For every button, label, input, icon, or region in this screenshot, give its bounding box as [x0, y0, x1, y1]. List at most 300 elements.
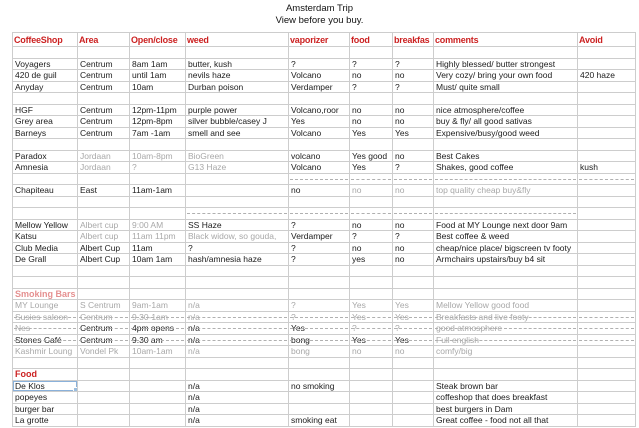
cell[interactable]: ? [289, 300, 350, 312]
cell[interactable] [578, 311, 636, 323]
cell[interactable]: bong [289, 346, 350, 358]
cell[interactable] [578, 300, 636, 312]
selected-cell[interactable]: De Klos [13, 380, 78, 392]
cell[interactable]: smoking eat [289, 415, 350, 427]
cell[interactable]: Paradox [13, 150, 78, 162]
cell[interactable]: Great coffee - food not all that [434, 415, 578, 427]
cell[interactable] [289, 173, 350, 185]
cell[interactable]: G13 Haze [186, 162, 289, 174]
cell[interactable]: Yes [350, 162, 393, 174]
column-header-comments[interactable]: comments [434, 33, 578, 47]
cell[interactable] [78, 93, 130, 105]
cell[interactable] [78, 288, 130, 300]
cell[interactable]: nice atmosphere/coffee [434, 104, 578, 116]
cell[interactable]: 11am-1am [130, 185, 186, 197]
cell[interactable] [78, 392, 130, 404]
cell[interactable]: East [78, 185, 130, 197]
cell[interactable] [186, 357, 289, 369]
cell[interactable] [350, 173, 393, 185]
cell[interactable]: ? [289, 242, 350, 254]
cell[interactable]: MY Lounge [13, 300, 78, 312]
cell[interactable] [289, 196, 350, 208]
cell[interactable]: 11am 11pm [130, 231, 186, 243]
cell[interactable]: Black widow, so gouda, [186, 231, 289, 243]
cell[interactable] [578, 150, 636, 162]
cell[interactable]: Shakes, good coffee [434, 162, 578, 174]
cell[interactable]: Yes [393, 311, 434, 323]
cell[interactable]: Armchairs upstairs/buy b4 sit [434, 254, 578, 266]
cell[interactable]: n/a [186, 415, 289, 427]
cell[interactable] [578, 323, 636, 335]
cell[interactable]: Yes [289, 323, 350, 335]
cell[interactable]: no [350, 70, 393, 82]
cell[interactable] [350, 288, 393, 300]
column-header-weed[interactable]: weed [186, 33, 289, 47]
cell[interactable] [578, 185, 636, 197]
cell[interactable]: Centrum [78, 70, 130, 82]
cell[interactable] [13, 93, 78, 105]
cell[interactable]: Albert Cup [78, 254, 130, 266]
cell[interactable]: Centrum [78, 58, 130, 70]
cell[interactable]: ? [130, 162, 186, 174]
cell[interactable]: n/a [186, 346, 289, 358]
cell[interactable] [393, 288, 434, 300]
cell[interactable] [393, 47, 434, 59]
cell[interactable] [350, 277, 393, 289]
cell[interactable]: Grey area [13, 116, 78, 128]
cell[interactable] [13, 357, 78, 369]
cell[interactable] [78, 47, 130, 59]
cell[interactable]: Durban poison [186, 81, 289, 93]
cell[interactable] [434, 47, 578, 59]
cell[interactable] [130, 380, 186, 392]
cell[interactable]: Centrum [78, 323, 130, 335]
cell[interactable]: ? [289, 254, 350, 266]
cell[interactable]: Centrum [78, 104, 130, 116]
cell[interactable] [13, 173, 78, 185]
cell[interactable] [434, 265, 578, 277]
cell[interactable] [434, 139, 578, 151]
cell[interactable]: no [393, 104, 434, 116]
cell[interactable] [289, 403, 350, 415]
cell[interactable]: 4pm opens [130, 323, 186, 335]
cell[interactable]: ? [393, 58, 434, 70]
cell[interactable]: Yes [289, 116, 350, 128]
cell[interactable]: ? [289, 219, 350, 231]
cell[interactable]: Yes [350, 311, 393, 323]
cell[interactable] [130, 415, 186, 427]
cell[interactable] [578, 231, 636, 243]
cell[interactable] [393, 380, 434, 392]
cell[interactable]: Yes good [350, 150, 393, 162]
cell[interactable] [78, 369, 130, 381]
cell[interactable]: n/a [186, 334, 289, 346]
column-header-area[interactable]: Area [78, 33, 130, 47]
cell[interactable]: Albert Cup [78, 242, 130, 254]
cell[interactable]: 420 de guil [13, 70, 78, 82]
cell[interactable]: Jordaan [78, 150, 130, 162]
cell[interactable]: 9.30 am [130, 334, 186, 346]
cell[interactable]: Breakfasts and live footy [434, 311, 578, 323]
cell[interactable]: Yes [393, 127, 434, 139]
cell[interactable] [578, 219, 636, 231]
column-header-coffeeshop[interactable]: CoffeeShop [13, 33, 78, 47]
cell[interactable] [434, 208, 578, 220]
cell[interactable]: butter, kush [186, 58, 289, 70]
cell[interactable] [350, 392, 393, 404]
cell[interactable] [578, 254, 636, 266]
cell[interactable] [350, 403, 393, 415]
cell[interactable] [13, 265, 78, 277]
cell[interactable]: Centrum [78, 311, 130, 323]
cell[interactable]: Kashmir Loung [13, 346, 78, 358]
cell[interactable]: n/a [186, 311, 289, 323]
cell[interactable]: 12pm-11pm [130, 104, 186, 116]
cell[interactable] [186, 47, 289, 59]
cell[interactable] [130, 369, 186, 381]
cell[interactable]: Volcano [289, 127, 350, 139]
cell[interactable]: comfy/big [434, 346, 578, 358]
cell[interactable] [393, 277, 434, 289]
cell[interactable]: burger bar [13, 403, 78, 415]
cell[interactable]: Volcano [289, 70, 350, 82]
cell[interactable]: no [350, 242, 393, 254]
section-label-cell[interactable] [13, 369, 78, 381]
cell[interactable]: Expensive/busy/good weed [434, 127, 578, 139]
cell[interactable] [393, 208, 434, 220]
cell[interactable] [434, 173, 578, 185]
cell[interactable]: no [350, 185, 393, 197]
cell[interactable] [578, 334, 636, 346]
cell[interactable]: La grotte [13, 415, 78, 427]
cell[interactable] [393, 369, 434, 381]
cell[interactable]: no [393, 254, 434, 266]
cell[interactable]: ? [350, 58, 393, 70]
cell[interactable]: Centrum [78, 116, 130, 128]
cell[interactable]: 9:00 AM [130, 219, 186, 231]
cell[interactable]: no [350, 219, 393, 231]
cell[interactable] [289, 392, 350, 404]
cell[interactable]: 10am [130, 81, 186, 93]
cell[interactable]: volcano [289, 150, 350, 162]
cell[interactable] [186, 93, 289, 105]
cell[interactable] [578, 392, 636, 404]
cell[interactable]: Volcano,roor [289, 104, 350, 116]
cell[interactable] [350, 369, 393, 381]
cell[interactable] [434, 357, 578, 369]
cell[interactable]: no [393, 70, 434, 82]
cell[interactable] [578, 116, 636, 128]
cell[interactable] [578, 104, 636, 116]
cell[interactable] [289, 265, 350, 277]
cell[interactable] [393, 196, 434, 208]
cell[interactable]: good atmosphere [434, 323, 578, 335]
cell[interactable] [78, 173, 130, 185]
cell[interactable] [186, 277, 289, 289]
cell[interactable] [186, 173, 289, 185]
cell[interactable]: Best Cakes [434, 150, 578, 162]
cell[interactable]: Nes [13, 323, 78, 335]
cell[interactable] [393, 173, 434, 185]
cell[interactable]: 12pm-8pm [130, 116, 186, 128]
section-label-cell[interactable] [13, 288, 78, 300]
cell[interactable]: n/a [186, 403, 289, 415]
cell[interactable] [78, 415, 130, 427]
cell[interactable] [130, 403, 186, 415]
cell[interactable]: n/a [186, 392, 289, 404]
cell[interactable]: Best coffee & weed [434, 231, 578, 243]
cell[interactable] [130, 47, 186, 59]
cell[interactable]: Club Media [13, 242, 78, 254]
cell[interactable] [130, 173, 186, 185]
cell[interactable]: Mellow Yellow good food [434, 300, 578, 312]
cell[interactable]: n/a [186, 300, 289, 312]
column-header-vaporizer[interactable]: vaporizer [289, 33, 350, 47]
column-header-open-close[interactable]: Open/close [130, 33, 186, 47]
cell[interactable] [578, 288, 636, 300]
cell[interactable] [13, 208, 78, 220]
cell[interactable]: ? [350, 231, 393, 243]
cell[interactable]: Jordaan [78, 162, 130, 174]
cell[interactable] [130, 196, 186, 208]
cell[interactable]: Centrum [78, 334, 130, 346]
cell[interactable] [13, 139, 78, 151]
cell[interactable] [578, 265, 636, 277]
cell[interactable]: until 1am [130, 70, 186, 82]
cell[interactable] [130, 392, 186, 404]
cell[interactable]: Vondel Pk [78, 346, 130, 358]
cell[interactable] [186, 265, 289, 277]
cell[interactable] [578, 93, 636, 105]
cell[interactable] [350, 196, 393, 208]
cell[interactable]: Must/ quite small [434, 81, 578, 93]
cell[interactable] [434, 93, 578, 105]
cell[interactable] [393, 357, 434, 369]
cell[interactable]: purple power [186, 104, 289, 116]
column-header-avoid[interactable]: Avoid [578, 33, 636, 47]
cell[interactable] [289, 139, 350, 151]
cell[interactable]: S Centrum [78, 300, 130, 312]
cell[interactable] [350, 265, 393, 277]
cell[interactable]: Amnesia [13, 162, 78, 174]
cell[interactable]: 10am 1am [130, 254, 186, 266]
cell[interactable] [13, 196, 78, 208]
cell[interactable] [130, 357, 186, 369]
cell[interactable] [578, 58, 636, 70]
cell[interactable]: Yes [350, 127, 393, 139]
cell[interactable]: 10am-1am [130, 346, 186, 358]
cell[interactable] [130, 277, 186, 289]
cell[interactable]: Katsu [13, 231, 78, 243]
cell[interactable] [578, 173, 636, 185]
cell[interactable] [289, 357, 350, 369]
cell[interactable]: 10am-8pm [130, 150, 186, 162]
cell[interactable] [350, 380, 393, 392]
cell[interactable]: Yes [393, 334, 434, 346]
cell[interactable] [434, 277, 578, 289]
cell[interactable]: yes [350, 254, 393, 266]
cell[interactable]: ? [393, 231, 434, 243]
cell[interactable] [393, 392, 434, 404]
cell[interactable]: best burgers in Dam [434, 403, 578, 415]
cell[interactable]: De Grall [13, 254, 78, 266]
cell[interactable] [186, 185, 289, 197]
cell[interactable]: 7am -1am [130, 127, 186, 139]
cell[interactable] [78, 380, 130, 392]
cell[interactable] [578, 277, 636, 289]
cell[interactable]: no [393, 346, 434, 358]
cell[interactable] [393, 139, 434, 151]
cell[interactable]: n/a [186, 323, 289, 335]
cell[interactable]: Verdamper [289, 231, 350, 243]
cell[interactable] [578, 139, 636, 151]
cell[interactable]: SS Haze [186, 219, 289, 231]
cell[interactable] [186, 196, 289, 208]
cell[interactable] [578, 415, 636, 427]
cell[interactable]: Susies saloon [13, 311, 78, 323]
cell[interactable]: no [393, 242, 434, 254]
cell[interactable] [578, 403, 636, 415]
cell[interactable]: Stones Café [13, 334, 78, 346]
cell[interactable]: 8am 1am [130, 58, 186, 70]
cell[interactable]: hash/amnesia haze [186, 254, 289, 266]
cell[interactable]: silver bubble/casey J [186, 116, 289, 128]
cell[interactable] [578, 380, 636, 392]
cell[interactable] [350, 139, 393, 151]
cell[interactable]: Volcano [289, 162, 350, 174]
cell[interactable] [393, 415, 434, 427]
cell[interactable]: ? [393, 162, 434, 174]
cell[interactable] [350, 47, 393, 59]
cell[interactable]: Mellow Yellow [13, 219, 78, 231]
cell[interactable] [578, 81, 636, 93]
cell[interactable]: smell and see [186, 127, 289, 139]
cell[interactable]: no [350, 346, 393, 358]
cell[interactable]: Highly blessed/ butter strongest [434, 58, 578, 70]
cell[interactable]: no [350, 104, 393, 116]
cell[interactable] [186, 369, 289, 381]
cell[interactable] [578, 47, 636, 59]
cell[interactable]: Albert cup [78, 219, 130, 231]
cell[interactable] [78, 196, 130, 208]
cell[interactable]: Voyagers [13, 58, 78, 70]
cell[interactable] [578, 127, 636, 139]
cell[interactable] [78, 208, 130, 220]
cell[interactable] [578, 357, 636, 369]
cell[interactable]: Yes [350, 300, 393, 312]
column-header-breakfas[interactable]: breakfas [393, 33, 434, 47]
cell[interactable] [434, 369, 578, 381]
cell[interactable]: 9.30-1am [130, 311, 186, 323]
cell[interactable]: Centrum [78, 81, 130, 93]
cell[interactable] [578, 208, 636, 220]
cell[interactable]: Food at MY Lounge next door 9am [434, 219, 578, 231]
cell[interactable]: buy & fly/ all good sativas [434, 116, 578, 128]
cell[interactable] [78, 403, 130, 415]
cell[interactable]: Very cozy/ bring your own food [434, 70, 578, 82]
cell[interactable] [393, 93, 434, 105]
cell[interactable]: cheap/nice place/ bigscreen tv footy [434, 242, 578, 254]
cell[interactable] [130, 208, 186, 220]
cell[interactable] [130, 288, 186, 300]
cell[interactable] [578, 346, 636, 358]
cell[interactable]: ? [350, 323, 393, 335]
cell[interactable]: Verdamper [289, 81, 350, 93]
cell[interactable] [578, 369, 636, 381]
cell[interactable]: bong [289, 334, 350, 346]
cell[interactable]: no [350, 116, 393, 128]
cell[interactable] [186, 139, 289, 151]
cell[interactable] [350, 93, 393, 105]
cell[interactable]: ? [350, 81, 393, 93]
cell[interactable]: coffeshop that does breakfast [434, 392, 578, 404]
cell[interactable] [78, 357, 130, 369]
cell[interactable] [289, 277, 350, 289]
column-header-food[interactable]: food [350, 33, 393, 47]
cell[interactable] [13, 47, 78, 59]
cell[interactable] [78, 265, 130, 277]
cell[interactable]: ? [393, 81, 434, 93]
cell[interactable] [289, 288, 350, 300]
cell[interactable]: no [393, 219, 434, 231]
cell[interactable]: ? [186, 242, 289, 254]
cell[interactable]: kush [578, 162, 636, 174]
cell[interactable]: ? [289, 311, 350, 323]
cell[interactable]: no [393, 116, 434, 128]
cell[interactable]: Albert cup [78, 231, 130, 243]
cell[interactable]: ? [393, 323, 434, 335]
cell[interactable] [434, 288, 578, 300]
cell[interactable] [130, 139, 186, 151]
cell[interactable] [350, 208, 393, 220]
cell[interactable] [393, 265, 434, 277]
cell[interactable]: Centrum [78, 127, 130, 139]
cell[interactable] [578, 196, 636, 208]
cell[interactable]: 9am-1am [130, 300, 186, 312]
cell[interactable]: no [393, 150, 434, 162]
cell[interactable] [186, 208, 289, 220]
cell[interactable]: Steak brown bar [434, 380, 578, 392]
cell[interactable]: nevils haze [186, 70, 289, 82]
cell[interactable]: HGF [13, 104, 78, 116]
cell[interactable] [289, 93, 350, 105]
cell[interactable] [350, 415, 393, 427]
cell[interactable]: no smoking [289, 380, 350, 392]
cell[interactable] [289, 47, 350, 59]
cell[interactable]: 420 haze [578, 70, 636, 82]
cell[interactable]: top quality cheap buy&fly [434, 185, 578, 197]
cell[interactable]: Chapiteau [13, 185, 78, 197]
cell[interactable]: Barneys [13, 127, 78, 139]
cell[interactable]: Full english [434, 334, 578, 346]
cell[interactable] [13, 277, 78, 289]
cell[interactable] [78, 277, 130, 289]
cell[interactable] [186, 288, 289, 300]
cell[interactable]: no [393, 185, 434, 197]
cell[interactable]: Yes [350, 334, 393, 346]
cell[interactable]: Yes [393, 300, 434, 312]
cell[interactable] [350, 357, 393, 369]
cell[interactable]: ? [289, 58, 350, 70]
cell[interactable]: no [289, 185, 350, 197]
cell[interactable] [289, 208, 350, 220]
cell[interactable] [130, 93, 186, 105]
cell[interactable] [289, 369, 350, 381]
cell[interactable]: n/a [186, 380, 289, 392]
cell[interactable]: popeyes [13, 392, 78, 404]
cell[interactable] [393, 403, 434, 415]
cell[interactable] [578, 242, 636, 254]
